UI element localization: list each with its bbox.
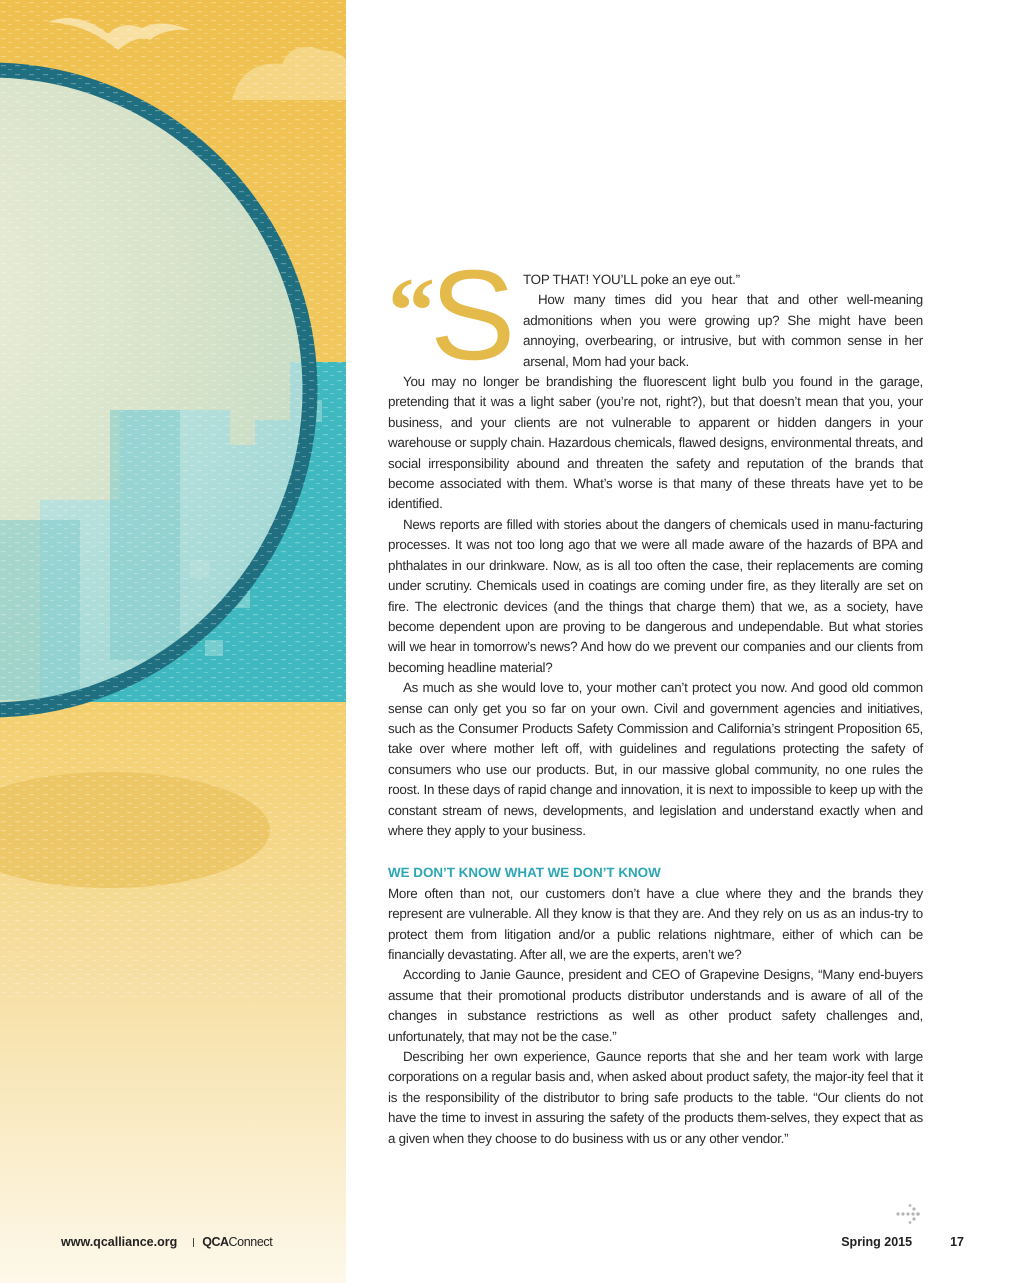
lead-in-caps: TOP THAT! YOU’LL [523, 272, 641, 287]
dotted-arrow-right-icon [895, 1203, 925, 1225]
footer-right [841, 1235, 964, 1249]
article-paragraph: Describing her own experience, Gaunce reports that she and her team work with large corporations on a regular basis and, when asked about product safety, the major-ity feel that it is the responsibility of the distributor to bring safe products to the table. “Our clients do not have the time to invest in assuring the safety of the products them-selves, they expect that as a given when they choose to do business with us or any other vendor.” [388, 1049, 923, 1146]
article-paragraph: According to Janie Gaunce, president and CEO of Grapevine Designs, “Many end-buyers assume that their promotional products distributor understands and is aware of all of the changes in substance restrictions as well as other product safety challenges and, unfortunately, that may not be the case.” [388, 967, 923, 1044]
footer-brand-bold: QCA [202, 1235, 229, 1249]
page-number: 17 [950, 1235, 964, 1249]
article-paragraph: More often than not, our customers don’t have a clue where they and the brands they represent are vulnerable. All they know is that they are. And they rely on us as an indus-try to protect them from litigation and/or a public relations nightmare, either of which can be financially devastating. After all, we are the experts, aren’t we? [388, 885, 923, 962]
footer-left [61, 1235, 272, 1249]
cover-illustration [0, 0, 346, 1283]
article-paragraph: You may no longer be brandishing the fluorescent light bulb you found in the garage, pretending that it was a light saber (you’re not, right?), but that doesn’t mean that you, your business, and your clients are not vulnerable to apparent or hidden dangers in your warehouse or supply chain. Hazardous chemicals, flawed designs, environmental threats, and social irresponsibility abound and threaten the safety and reputation of the brands that become associated with them. What’s worse is that many of these threats have yet to be identified. [388, 374, 923, 512]
article-body [388, 244, 923, 1149]
dropcap-letter: S [430, 244, 516, 387]
footer-brand-light: Connect [228, 1235, 273, 1249]
footer-divider [193, 1238, 194, 1247]
article-paragraph: How many times did you hear that and other well-meaning admonitions when you were growing up? She might have been annoying, overbearing, or intrusive, but with common sense in her arsenal, Mom had your back. [523, 292, 923, 369]
lead-rest: poke an eye out.” [640, 272, 740, 287]
footer-website-link[interactable]: www.qcalliance.org [61, 1235, 178, 1249]
dropcap-quote: “ [388, 259, 435, 363]
article-paragraph: As much as she would love to, your mother can’t protect you now. And good old common sense can only get you so far on your own. Civil and government agencies and initiatives, such as the Consumer Products Safety Commission and California’s stringent Proposition 65, take over where mother left off, with guidelines and regulations protecting the safety of consumers who use our products. But, in our massive global community, no one rules the roost. In these days of rapid change and innovation, it is next to impossible to keep up with the constant stream of news, developments, and legislation and understand exactly when and where they apply to your business. [388, 680, 923, 838]
dropcap [388, 244, 520, 387]
section-subheading: WE DON’T KNOW WHAT WE DON’T KNOW [388, 865, 661, 881]
article-paragraph: News reports are filled with stories about the dangers of chemicals used in manu-facturing processes. It was not too long ago that we were all made aware of the hazards of BPA and phthalates in our drinkware. Now, as is all too often the case, their replacements are coming under scrutiny. Chemicals used in coatings are coming under fire, as they literally are set on fire. The electronic devices (and the things that charge them) that we, as a society, have become dependent upon are proving to be dangerous and undependable. But what stories will we hear in tomorrow’s news? And how do we prevent our companies and our clients from becoming headline material? [388, 516, 923, 675]
issue-label: Spring 2015 [841, 1235, 913, 1249]
